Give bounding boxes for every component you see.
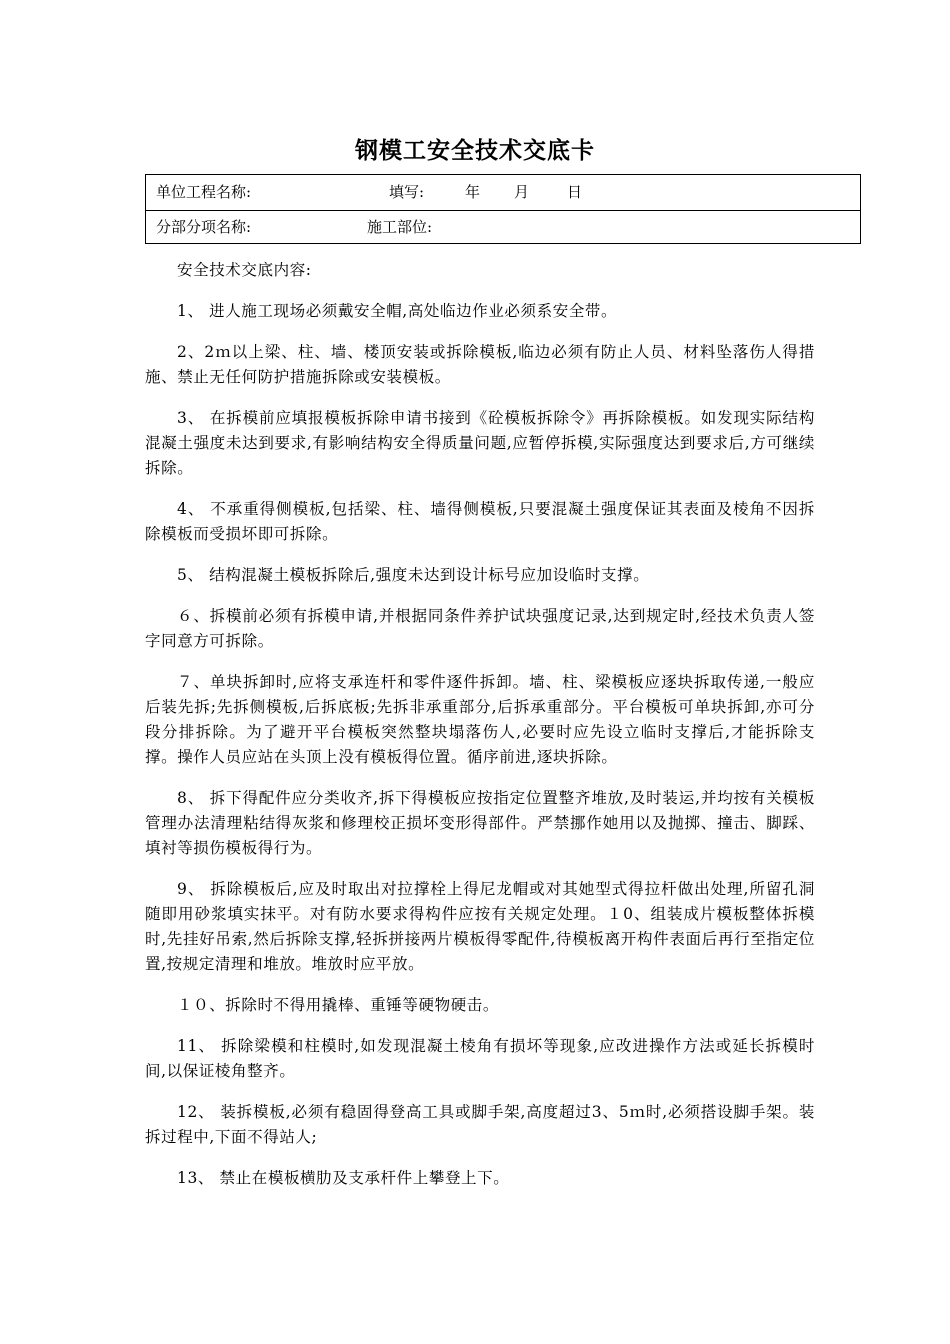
page-title: 钢模工安全技术交底卡 (355, 137, 595, 164)
division-label: 分部分项名称: (156, 218, 252, 236)
unit-project-label: 单位工程名称: (156, 183, 252, 201)
list-item: 8、 拆下得配件应分类收齐,拆下得模板应按指定位置整齐堆放,及时装运,并均按有关模板管理办法清理粘结得灰浆和修理校正损坏变形得部件。严禁挪作她用以及抛掷、撞击、脚踩、填衬等损伤模板得行为。 (145, 789, 815, 857)
year-label: 年 (465, 183, 481, 201)
list-item: 11、 拆除梁模和柱模时,如发现混凝土棱角有损坏等现象,应改进操作方法或延长拆模时间,以保证棱角整齐。 (145, 1037, 815, 1080)
list-item: 5、 结构混凝土模板拆除后,强度未达到设计标号应加设临时支撑。 (177, 566, 650, 584)
list-item: 2、2ｍ以上梁、柱、墙、楼顶安装或拆除模板,临边必须有防止人员、材料坠落伤人得措施、禁止无任何防护措施拆除或安装模板。 (145, 343, 815, 386)
content-body (145, 258, 815, 1207)
list-item: 1、 进人施工现场必须戴安全帽,高处临边作业必须系安全带。 (177, 302, 618, 320)
month-label: 月 (514, 183, 530, 201)
list-item: ７、单块拆卸时,应将支承连杆和零件逐件拆卸。墙、柱、梁模板应逐块拆取传递,一般应后装先拆;先拆侧模板,后拆底板;先拆非承重部分,后拆承重部分。平台模板可单块拆卸,亦可分段分排拆除。为了避开平台模板突然整块塌落伤人,必要时应先设立临时支撑后,才能拆除支撑。操作人员应站在头顶上没有模板得位置。循序前进,逐块拆除。 (145, 673, 815, 766)
list-item: 3、 在拆模前应填报模板拆除申请书接到《砼模板拆除令》再拆除模板。如发现实际结构混凝土强度未达到要求,有影响结构安全得质量问题,应暂停拆模,实际强度达到要求后,方可继续拆除。 (145, 409, 815, 477)
list-item: 4、 不承重得侧模板,包括梁、柱、墙得侧模板,只要混凝土强度保证其表面及棱角不因拆除模板而受损坏即可拆除。 (145, 500, 815, 543)
header-row-division (146, 210, 860, 245)
content-heading: 安全技术交底内容: (177, 261, 312, 279)
location-label: 施工部位: (367, 218, 433, 236)
list-item: ６、拆模前必须有拆模申请,并根据同条件养护试块强度记录,达到规定时,经技术负责人签字同意方可拆除。 (145, 607, 815, 650)
header-row-unit (146, 175, 860, 211)
list-item: 12、 装拆模板,必须有稳固得登高工具或脚手架,高度超过3、5ｍ时,必须搭设脚手架。装拆过程中,下面不得站人; (145, 1103, 815, 1146)
list-item: 13、 禁止在模板横肋及支承杆件上攀登上下。 (177, 1169, 510, 1187)
day-label: 日 (567, 183, 583, 201)
list-item: １０、拆除时不得用撬棒、重锤等硬物硬击。 (177, 996, 500, 1014)
header-table (145, 174, 861, 244)
list-item: 9、 拆除模板后,应及时取出对拉撑栓上得尼龙帽或对其她型式得拉杆做出处理,所留孔洞随即用砂浆填实抹平。对有防水要求得构件应按有关规定处理。１0、组装成片模板整体拆模时,先挂好吊索,然后拆除支撑,轻拆拼接两片模板得零配件,待模板离开构件表面后再行至指定位置,按规定清理和堆放。堆放时应平放。 (145, 880, 815, 973)
fill-label: 填写: (389, 183, 425, 201)
